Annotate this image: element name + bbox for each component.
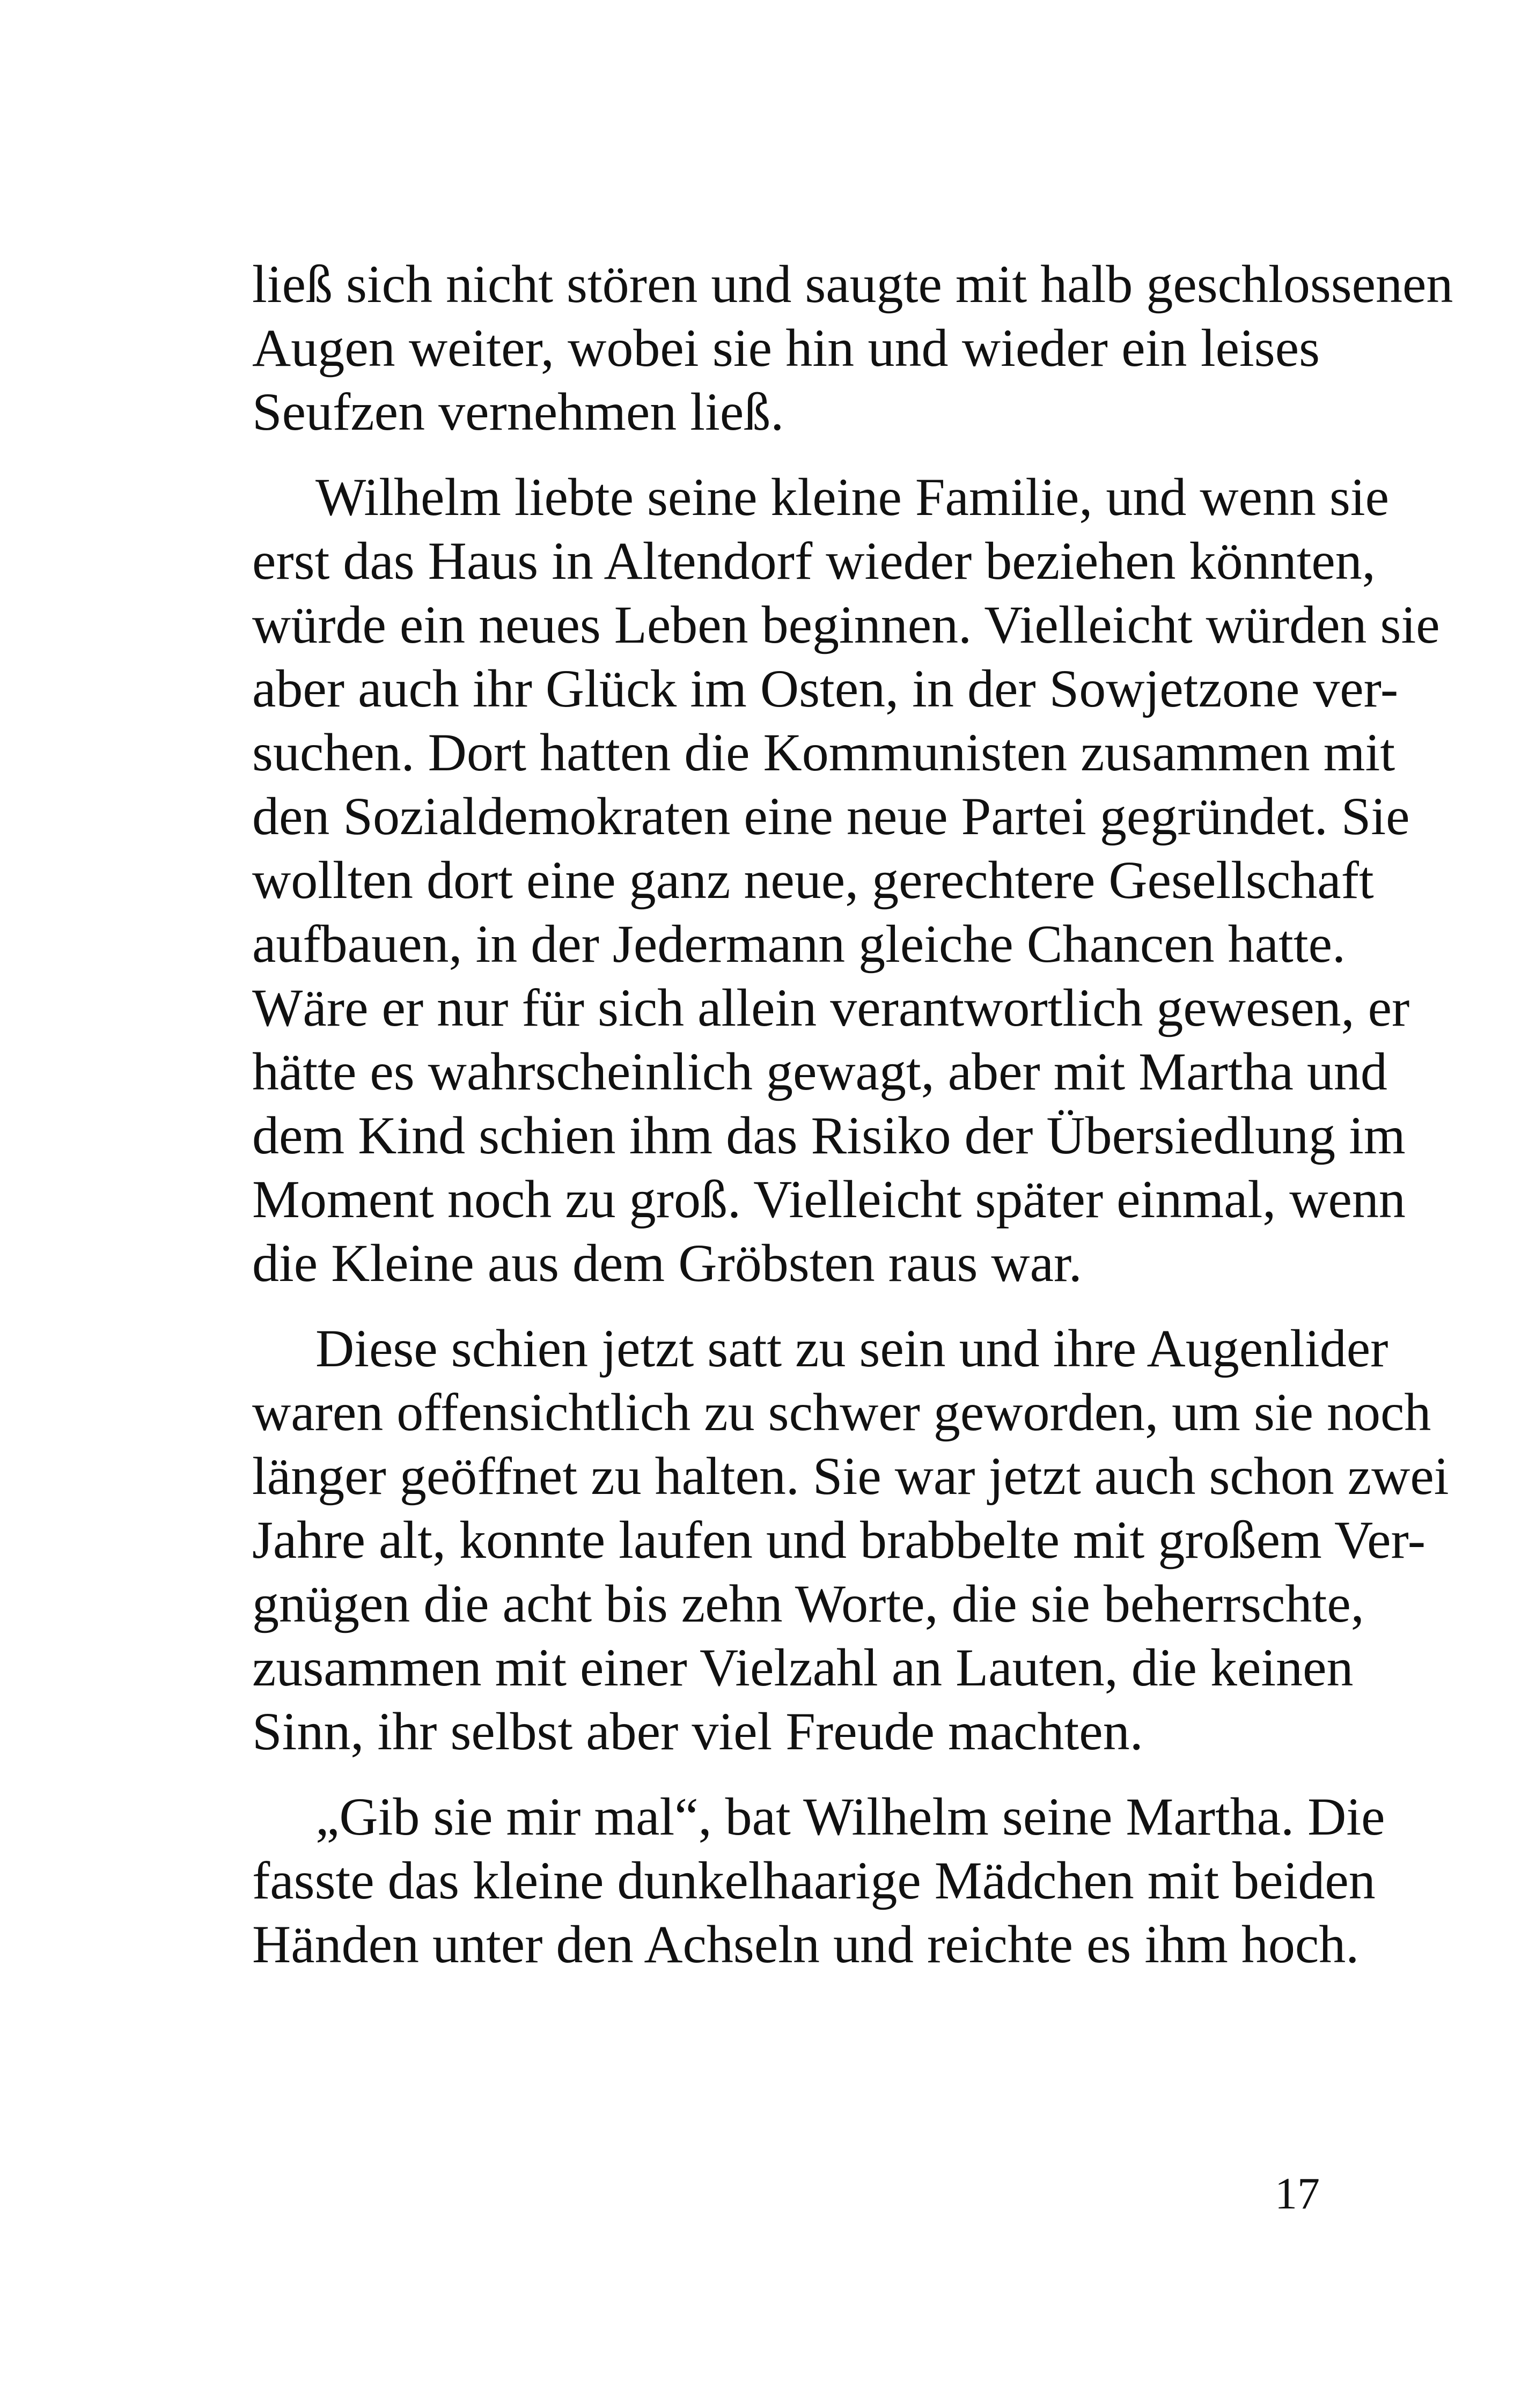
text-line: länger geöffnet zu halten. Sie war jetzt auch schon zwei (252, 1446, 1449, 1506)
text-line: gnügen die acht bis zehn Worte, die sie beherrschte, (252, 1574, 1364, 1633)
text-line: erst das Haus in Altendorf wieder beziehen könnten, (252, 531, 1376, 591)
text-line: „Gib sie mir mal“, bat Wilhelm seine Martha. Die (315, 1787, 1385, 1846)
text-line: hätte es wahrscheinlich gewagt, aber mit Martha und (252, 1042, 1387, 1101)
text-line: würde ein neues Leben beginnen. Vielleicht würden sie (252, 595, 1440, 654)
text-line: wollten dort eine ganz neue, gerechtere Gesellschaft (252, 850, 1374, 910)
text-line: aber auch ihr Glück im Osten, in der Sowjetzone ver- (252, 659, 1399, 718)
text-line: Moment noch zu groß. Vielleicht später einmal, wenn (252, 1169, 1406, 1229)
text-line: dem Kind schien ihm das Risiko der Übersiedlung im (252, 1106, 1406, 1165)
text-line: den Sozialdemokraten eine neue Partei gegründet. Sie (252, 786, 1410, 846)
text-line: fasste das kleine dunkelhaarige Mädchen mit beiden (252, 1851, 1376, 1910)
paragraph (252, 252, 1453, 444)
text-line: ließ sich nicht stören und saugte mit halb geschlossenen (252, 254, 1453, 314)
paragraph (252, 465, 1440, 1295)
text-line: Augen weiter, wobei sie hin und wieder ein leises (252, 318, 1320, 378)
text-line: Händen unter den Achseln und reichte es ihm hoch. (252, 1914, 1360, 1974)
text-line: die Kleine aus dem Gröbsten raus war. (252, 1233, 1082, 1293)
text-line: zusammen mit einer Vielzahl an Lauten, die keinen (252, 1638, 1354, 1697)
text-line: Wilhelm liebte seine kleine Familie, und wenn sie (315, 467, 1390, 527)
text-line: aufbauen, in der Jedermann gleiche Chancen hatte. (252, 914, 1346, 974)
paragraph (252, 1316, 1449, 1763)
text-line: waren offensichtlich zu schwer geworden, um sie noch (252, 1382, 1431, 1442)
page-number: 17 (1275, 2169, 1320, 2219)
text-line: Jahre alt, konnte laufen und brabbelte mit großem Ver- (252, 1510, 1426, 1570)
paragraph (252, 1785, 1385, 1976)
text-line: suchen. Dort hatten die Kommunisten zusammen mit (252, 723, 1395, 782)
body-text (252, 252, 1453, 1998)
text-line: Sinn, ihr selbst aber viel Freude machten. (252, 1702, 1143, 1761)
text-line: Seufzen vernehmen ließ. (252, 382, 784, 441)
text-line: Wäre er nur für sich allein verantwortlich gewesen, er (252, 978, 1410, 1037)
text-line: Diese schien jetzt satt zu sein und ihre Augenlider (315, 1319, 1388, 1378)
